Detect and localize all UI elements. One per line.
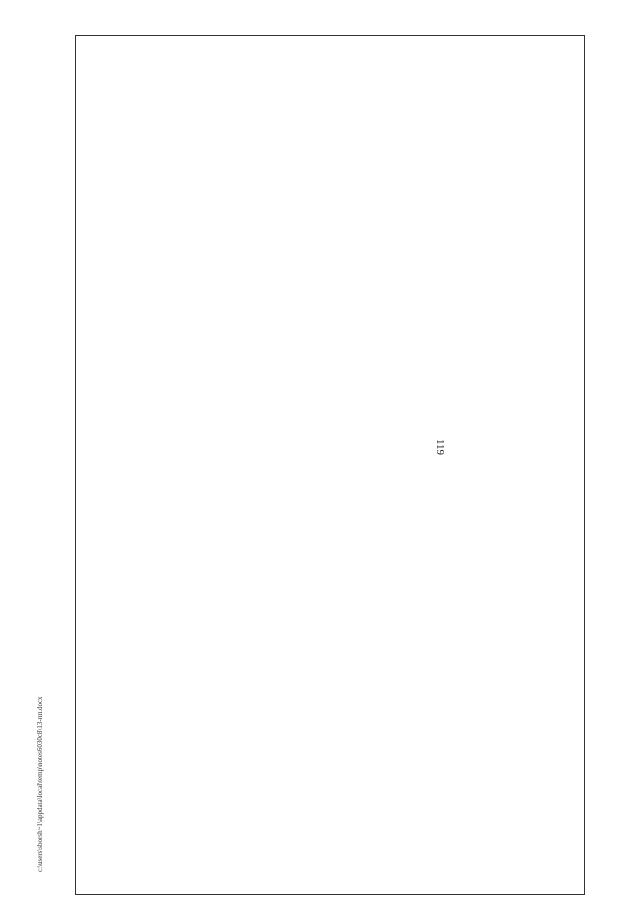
file-path: c:\users\sborsh~1\appdata\local\temp\notes6030c8\13-пп.docx	[36, 696, 44, 872]
page-number: 119	[434, 438, 447, 456]
rotated-table	[75, 35, 585, 895]
